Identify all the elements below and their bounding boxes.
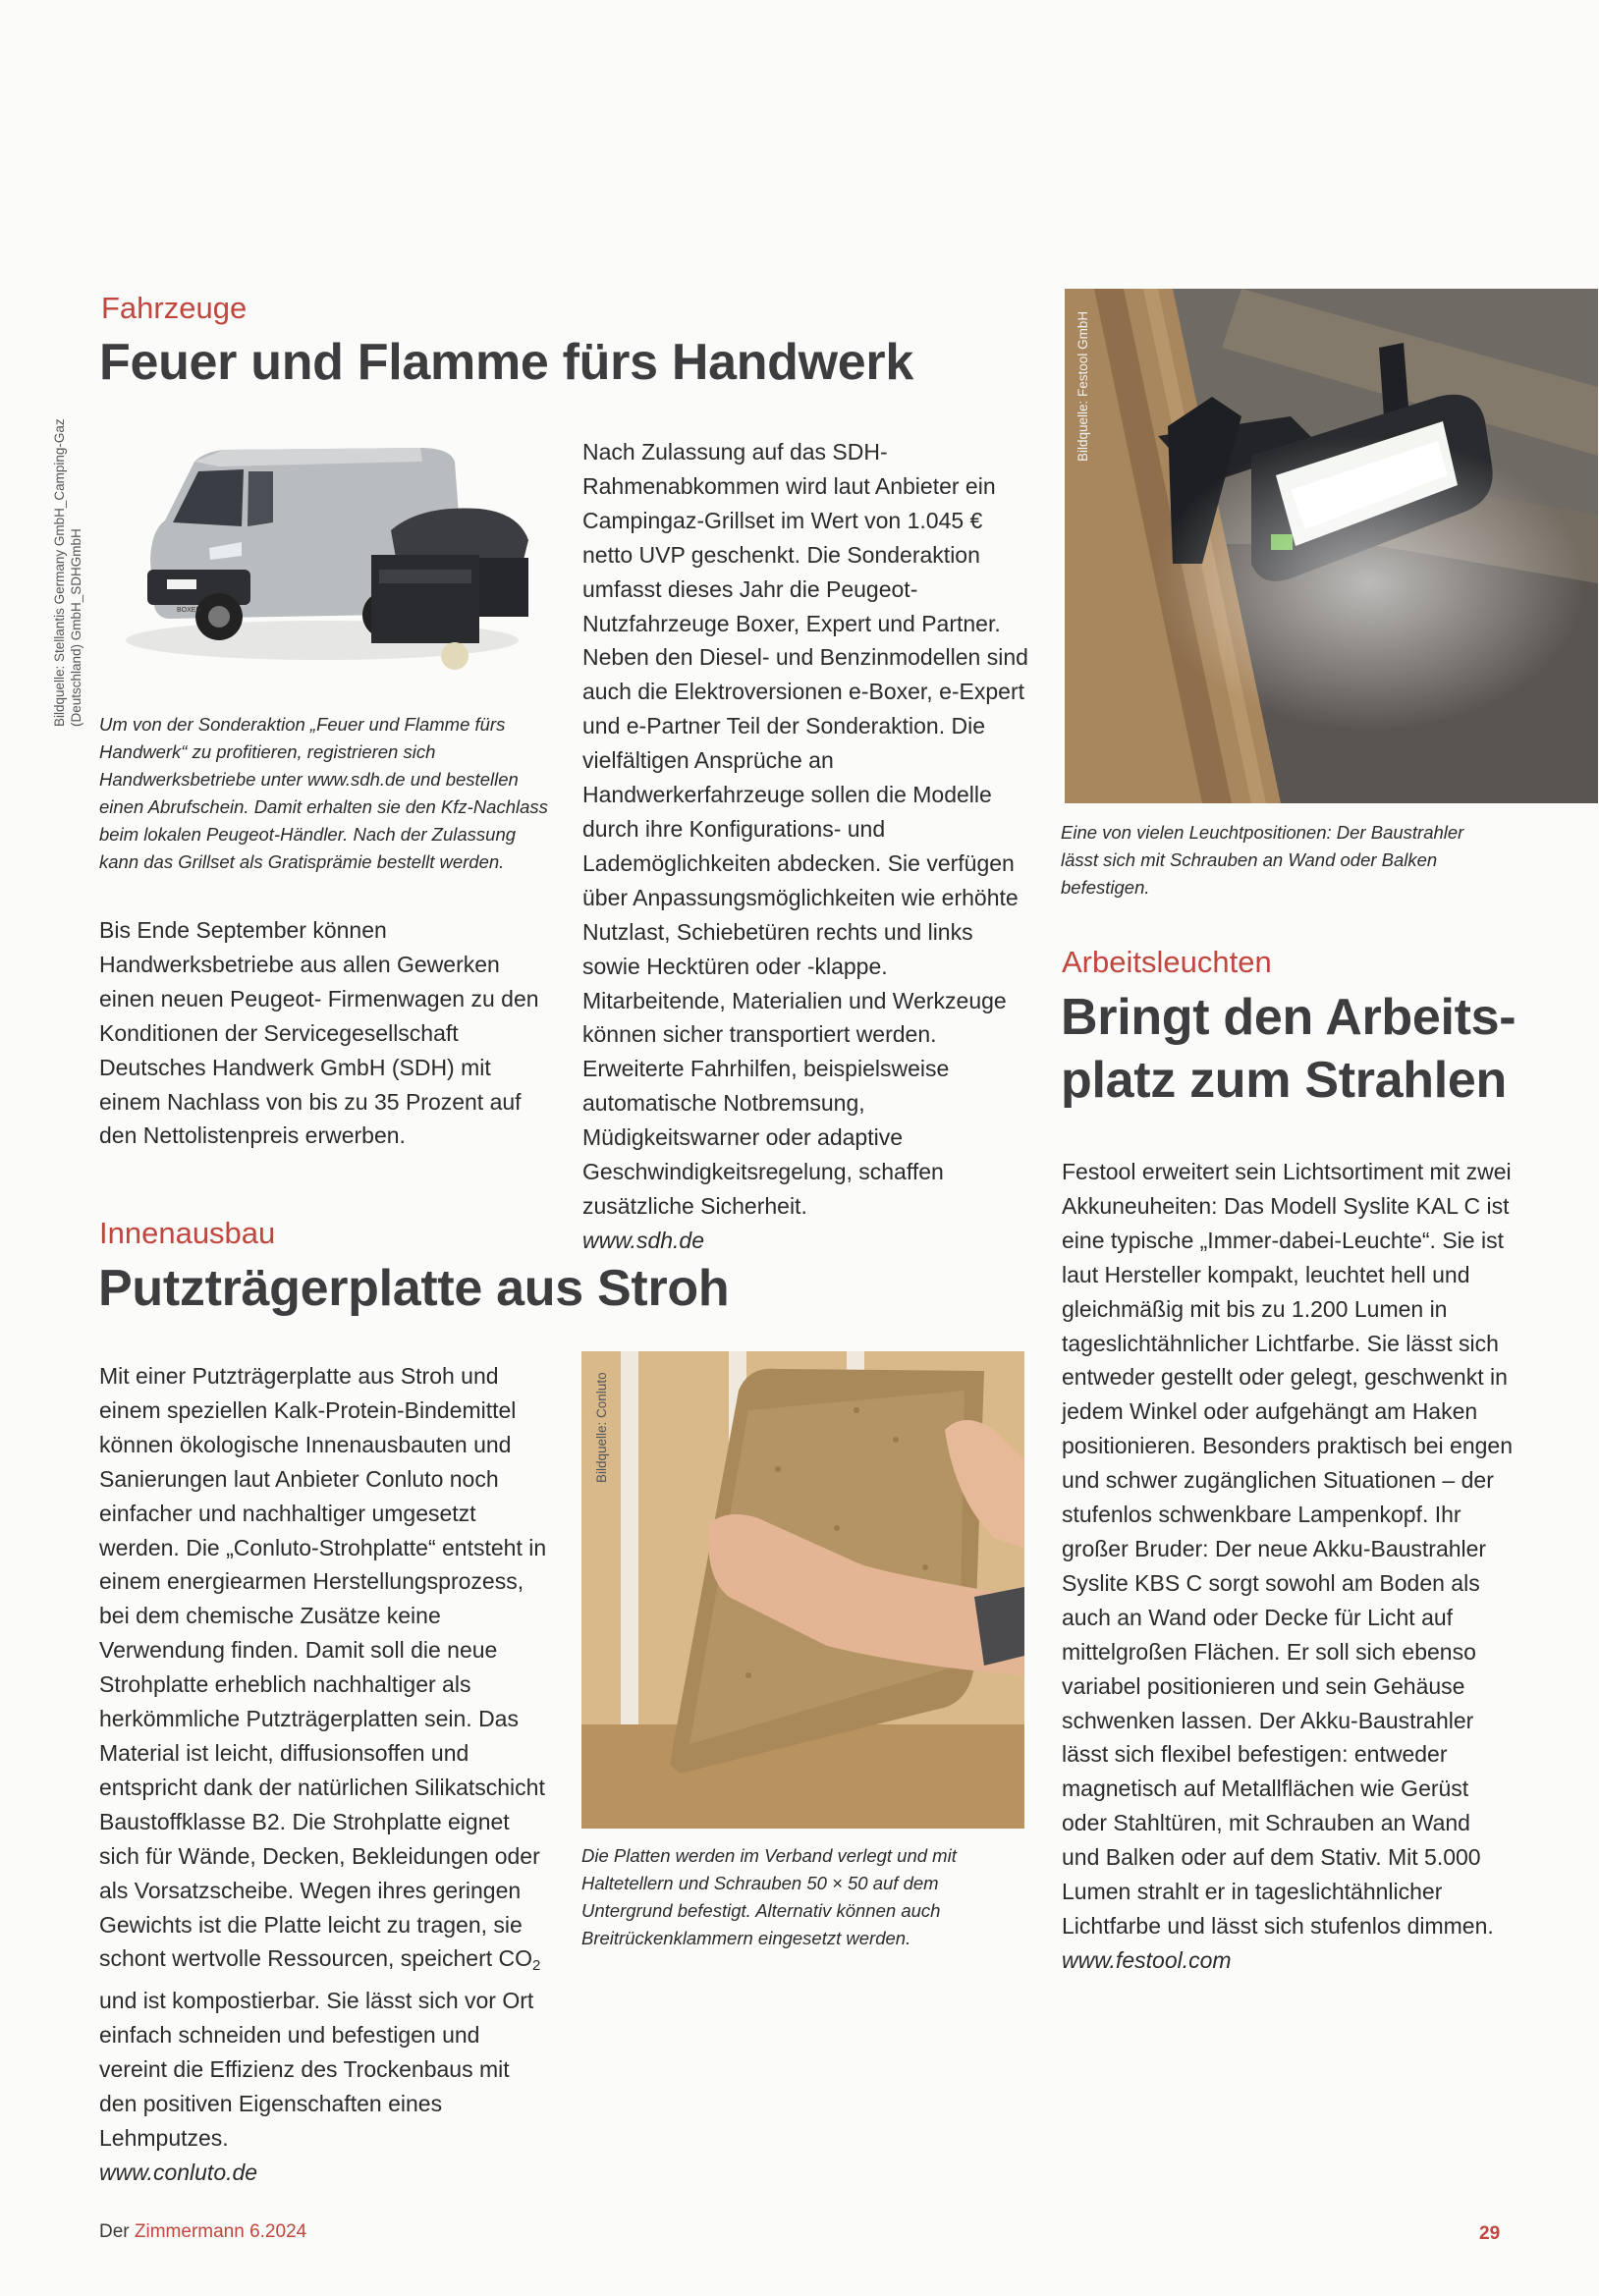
headline-arbeitsplatz	[1061, 986, 1591, 1112]
footer-magazine	[99, 2221, 306, 2243]
photo-credit-conluto: Bildquelle: Conluto	[594, 1372, 609, 1483]
article3-body	[1062, 1155, 1514, 1978]
sdh-link[interactable]: www.sdh.de	[582, 1227, 705, 1253]
article2-body-text-2: und ist kompostierbar. Sie lässt sich vor Ort einfach schneiden und befestigen und vereint die Effizienz des Trockenbaus mit den positiven Eigenschaften eines Lehmputzes.	[99, 1988, 534, 2151]
photo-credit-van: Bildquelle: Stellantis Germany GmbH_Camping-Gaz (Deutschland) GmbH_SDHGmbH	[52, 418, 83, 727]
article1-body-col1: Bis Ende September können Handwerksbetriebe aus allen Gewerken einen neuen Peugeot- Firmenwagen zu den Konditionen der Servicegesellschaft Deutsches Handwerk GmbH (SDH) mit einem Nachlass von bis zu 35 Prozent auf den Nettolistenpreis erwerben.	[99, 917, 539, 1149]
kicker-innenausbau: Innenausbau	[99, 1216, 276, 1250]
article1-body-text: Nach Zulassung auf das SDH-Rahmenabkommen wird laut Anbieter ein Campingaz-Grillset im Wert von 1.045 € netto UVP geschenkt. Die Sonderaktion umfasst dieses Jahr die Peugeot-Nutzfahrzeuge Boxer, Expert und Partner. Neben den Diesel- und Benzinmodellen sind auch die Elektroversionen e-Boxer, e-Expert und e-Partner Teil der Sonderaktion. Die vielfältigen Ansprüche an Handwerkerfahrzeuge sollen die Modelle durch ihre Konfigurations- und Lademöglichkeiten abdecken. Sie verfügen über Anpassungsmöglichkeiten wie erhöhte Nutzlast, Schiebetüren rechts und links sowie Hecktüren oder -klappe. Mitarbeitende, Materialien und Werkzeuge können sicher transportiert werden. Erweiterte Fahrhilfen, beispielsweise automatische Notbremsung, Müdigkeitswarner oder adaptive Geschwindigkeitsregelung, schaffen zusätzliche Sicherheit.	[582, 439, 1028, 1219]
headline-putztraegerplatte: Putzträgerplatte aus Stroh	[98, 1260, 730, 1317]
footer-prefix: Der	[99, 2221, 135, 2242]
worklight-photo	[1065, 289, 1598, 803]
festool-link[interactable]: www.festool.com	[1062, 1946, 1232, 1973]
subscript-2: 2	[532, 1957, 541, 1975]
article2-body	[99, 1359, 551, 2190]
van-grill-photo	[126, 432, 548, 678]
headline-line-2: platz zum Strahlen	[1061, 1052, 1507, 1109]
conluto-link[interactable]: www.conluto.de	[99, 2159, 258, 2185]
headline-line-1: Bringt den Arbeits-	[1061, 989, 1516, 1046]
kicker-arbeitsleuchten: Arbeitsleuchten	[1062, 945, 1272, 979]
article1-body-col2	[582, 435, 1034, 1258]
footer-issue: 6.2024	[244, 2221, 307, 2242]
article2-body-text-1: Mit einer Putzträgerplatte aus Stroh und einem speziellen Kalk-Protein-Bindemittel können ökologische Innenausbauten und Sanierungen laut Anbieter Conluto noch einfacher und nachhaltiger umgesetzt werden. Die „Conluto-Strohplatte“ entsteht in einem energiearmen Herstellungsprozess, bei dem chemische Zusätze keine Verwendung finden. Damit soll die neue Strohplatte erheblich nachhaltiger als herkömmliche Putzträgerplatten sein. Das Material ist leicht, diffusionsoffen und entspricht dank der natürlichen Silikatschicht Baustoffklasse B2. Die Strohplatte eignet sich für Wände, Decken, Bekleidungen oder als Vorsatzscheibe. Wegen ihres geringen Gewichts ist die Platte leicht zu tragen, sie schont wertvolle Ressourcen, speichert CO	[99, 1363, 547, 1972]
van-license-plate: BOXER	[177, 607, 201, 614]
page-number: 29	[1479, 2223, 1501, 2244]
article3-body-text: Festool erweitert sein Lichtsortiment mit zwei Akkuneuheiten: Das Modell Syslite KAL C ist eine typische „Immer-dabei-Leuchte“. Sie ist laut Hersteller kompakt, leuchtet hell und gleichmäßig mit bis zu 1.200 Lumen in tageslichtähnlicher Lichtfarbe. Sie lässt sich entweder gestellt oder gelegt, geschwenkt in jedem Winkel oder aufgehängt am Haken positionieren. Besonders praktisch bei engen und schwer zugänglichen Situationen – der stufenlos schwenkbare Lampenkopf. Ihr großer Bruder: Der neue Akku-Baustrahler Syslite KBS C sorgt sowohl am Boden als auch an Wand oder Decke für Licht auf mittelgroßen Flächen. Er soll sich ebenso variabel positionieren und sein Gehäuse schwenken lassen. Der Akku-Baustrahler lässt sich flexibel befestigen: entweder magnetisch auf Metallflächen wie Gerüst oder Stahltüren, mit Schrauben an Wand und Balken oder auf dem Stativ. Mit 5.000 Lumen strahlt er in tageslichtähnlicher Lichtfarbe und lässt sich stufenlos dimmen.	[1062, 1159, 1514, 1939]
headline-feuer-und-flamme: Feuer und Flamme fürs Handwerk	[99, 334, 913, 391]
photo-credit-festool: Bildquelle: Festool GmbH	[1075, 310, 1090, 462]
caption-strawboard: Die Platten werden im Verband verlegt und mit Haltetellern und Schrauben 50 × 50 auf dem Untergrund befestigt. Alternativ können auch Breitrückenklammern eingesetzt werden.	[581, 1845, 957, 1948]
strawboard-photo	[581, 1351, 1024, 1829]
kicker-fahrzeuge: Fahrzeuge	[101, 291, 248, 325]
caption-worklight: Eine von vielen Leuchtpositionen: Der Baustrahler lässt sich mit Schrauben an Wand oder Balken befestigen.	[1061, 822, 1464, 898]
footer-brand: Zimmermann	[134, 2221, 245, 2242]
caption-van: Um von der Sonderaktion „Feuer und Flamme fürs Handwerk“ zu profitieren, registrieren sich Handwerksbetriebe unter www.sdh.de und bestellen einen Abrufschein. Damit erhalten sie den Kfz-Nachlass beim lokalen Peugeot-Händler. Nach der Zulassung kann das Grillset als Gratisprämie bestellt werden.	[99, 714, 548, 872]
